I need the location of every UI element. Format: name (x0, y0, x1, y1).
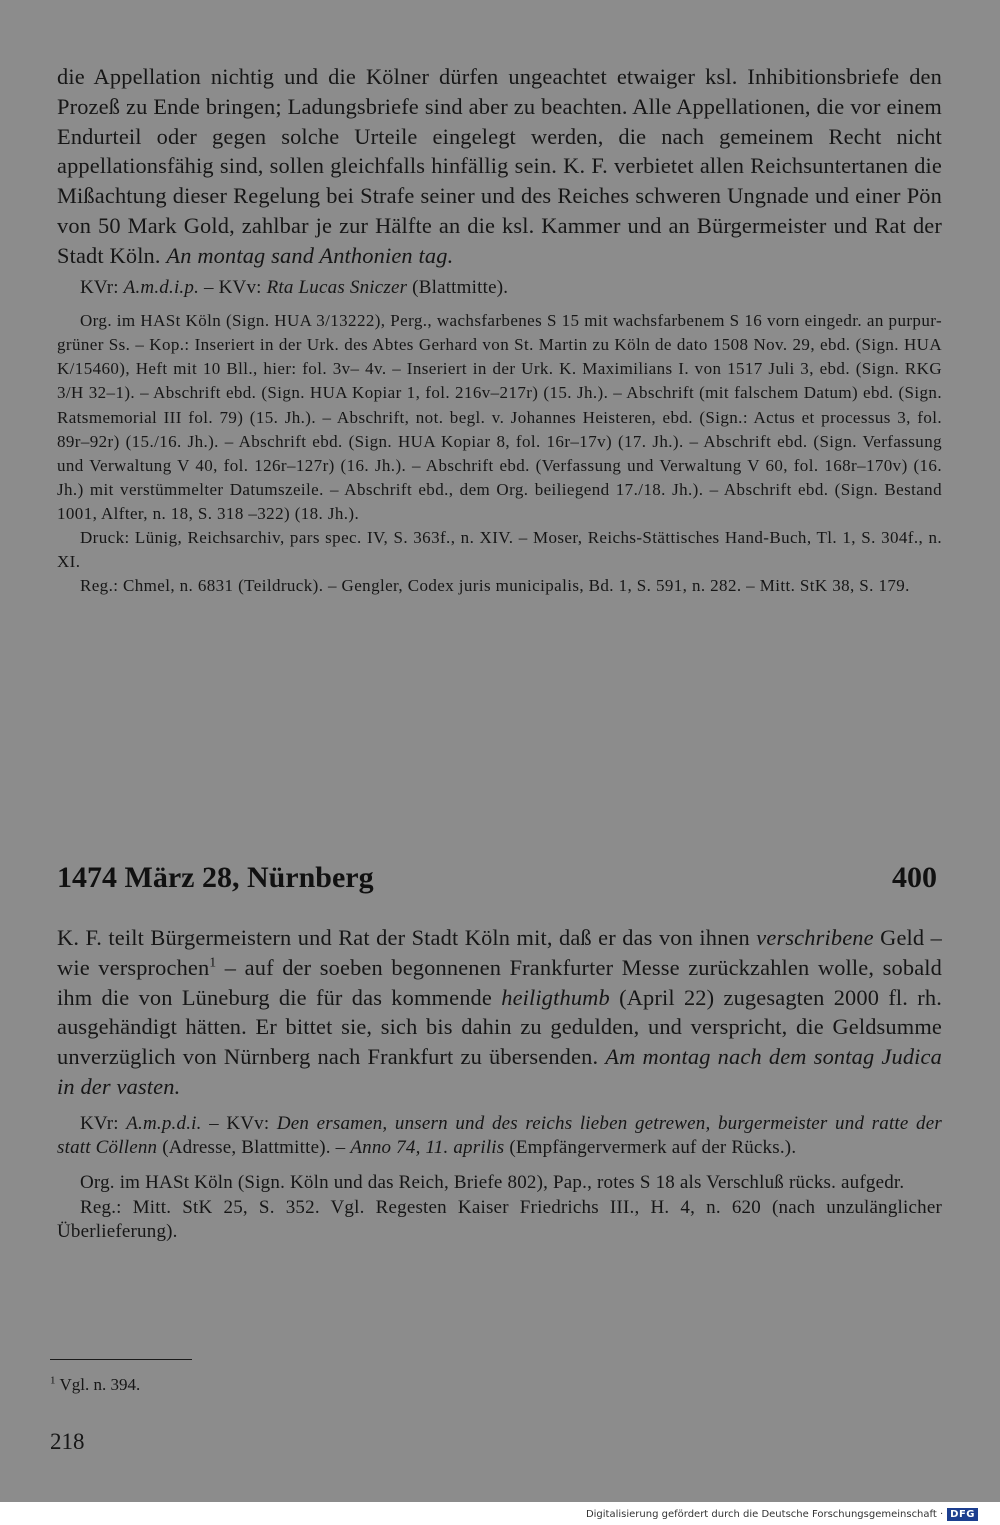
entry-date-place: 1474 März 28, Nürnberg (57, 861, 374, 894)
entry-400 (57, 923, 942, 1245)
footnote (50, 1373, 140, 1397)
entry-number: 400 (892, 861, 937, 894)
previous-entry-date-phrase: An montag sand Anthonien tag. (166, 242, 454, 268)
entry-quote-verschribene: verschribene (756, 925, 874, 950)
entry-text: Geld – wie versprochen (57, 925, 943, 980)
previous-entry-regest-note: Reg.: Chmel, n. 6831 (Teildruck). – Gengler, Codex juris municipalis, Bd. 1, S. 591, n. 282. – Mitt. StK 38, S. 179. (80, 576, 910, 596)
footnote-text: Vgl. n. 394. (55, 1375, 141, 1394)
kvr-value: A.m.d.i.p. (123, 276, 200, 298)
receipt-note-suffix: (Empfängervermerk auf der Rücks.). (504, 1137, 797, 1159)
funding-credit-text: Digitalisierung gefördert durch die Deutsche Forschungsgemeinschaft · (585, 1508, 944, 1520)
funding-credit (586, 1506, 978, 1522)
previous-entry (57, 62, 942, 598)
kvv-value: Rta Lucas Sniczer (266, 276, 408, 298)
kvv-label: – KVv: (199, 276, 267, 298)
entry-regest-note: Reg.: Mitt. StK 25, S. 352. Vgl. Regesten Kaiser Friedrichs III., H. 4, n. 620 (nach unzulänglicher Überlieferung). (57, 1196, 942, 1243)
kvv-note: (Adresse, Blattmitte). – (157, 1137, 351, 1159)
previous-entry-text: die Appellation nichtig und die Kölner dürfen ungeachtet etwaiger ksl. Inhibitionsbriefe den Prozeß zu Ende bringen; Ladungsbriefe sind aber zu beachten. Alle Appellationen, die vor einem Endurteil oder gegen solche Urteile eingelegt werden, die nach gemeinem Recht nicht appellationsfähig sind, sollen gleichfalls hinfällig sein. K. F. verbietet allen Reichsuntertanen die Mißachtung dieser Regelung bei Strafe seiner und des Reiches schweren Ungnade und einer Pön von 50 Mark Gold, zahlbar je zur Hälfte an die ksl. Kammer und an Bürgermeister und Rat der Stadt Köln. (57, 64, 942, 268)
entry-original-note: Org. im HASt Köln (Sign. Köln und das Reich, Briefe 802), Pap., rotes S 18 als Verschluß rücks. aufgedr. (80, 1171, 905, 1193)
kvv-value: Den ersamen, unsern und des reichs lieben getrewen, burgermeister und ratte der statt Cöllenn (57, 1112, 942, 1159)
entry-text: K. F. teilt Bürgermeistern und Rat der Stadt Köln mit, daß er das von ihnen (57, 925, 757, 950)
receipt-note: Anno 74, 11. aprilis (350, 1137, 505, 1159)
previous-entry-druck-note: Druck: Lünig, Reichsarchiv, pars spec. IV, S. 363f., n. XIV. – Moser, Reichs-Stättisches Hand-Buch, Tl. 1, S. 304f., n. XI. (57, 528, 942, 572)
kvr-label: KVr: (80, 1112, 127, 1134)
footnote-separator (50, 1359, 192, 1360)
kvr-label: KVr: (80, 276, 124, 298)
footnote-reference[interactable]: 1 (209, 954, 217, 970)
previous-entry-body (57, 62, 942, 271)
previous-entry-original-note: Org. im HASt Köln (Sign. HUA 3/13222), Perg., wachsfarbenes S 15 mit wachsfarbenem S 16 vorn eingedr. an purpur-grüner Ss. – Kop.: Inseriert in der Urk. des Abtes Gerhard von St. Martin zu Köln de dato 1508 Nov. 29, ebd. (Sign. HUA K/15460), Heft mit 10 Bll., hier: fol. 3v– 4v. – Inseriert in der Urk. K. Maximilians I. von 1517 Juli 3, ebd. (Sign. RKG 3/H 32–1). – Abschrift ebd. (Sign. HUA Kopiar 1, fol. 216v–217r) (15. Jh.). – Abschrift (mit falschem Datum) ebd. (Sign. Ratsmemorial III fol. 79) (15. Jh.). – Abschrift, not. begl. v. Johannes Heisteren, ebd. (Sign.: Actus et processus 3, fol. 89r–92r) (15./16. Jh.). – Abschrift ebd. (Sign. HUA Kopiar 8, fol. 16r–17v) (17. Jh.). – Abschrift ebd. (Sign. Verfassung und Verwaltung V 40, fol. 126r–127r) (16. Jh.). – Abschrift ebd. (Verfassung und Verwaltung V 60, fol. 168r–170v) (16. Jh.) mit verstümmelter Datumszeile. – Abschrift ebd., dem Org. beiliegend 17./18. Jh.). – Abschrift ebd. (Sign. Bestand 1001, Alfter, n. 18, S. 318 –322) (18. Jh.). (57, 311, 942, 523)
entry-body (57, 923, 942, 1102)
dfg-logo: DFG (947, 1508, 978, 1521)
entry-text: (April 22) zugesagten 2000 fl. rh. ausgehändigt hätten. Er bittet sie, sich bis dahin zu gedulden, und verspricht, die Geldsumme unverzüglich von Nürnberg nach Frankfurt zu übersenden. (57, 984, 942, 1070)
entry-date-phrase: Am montag nach dem sontag Judica in der vasten. (57, 1044, 942, 1099)
entry-kv-line (57, 1112, 942, 1161)
footnote-mark: 1 (50, 1374, 56, 1387)
kvr-value: A.m.p.d.i. (126, 1112, 202, 1134)
page-number: 218 (50, 1429, 85, 1454)
previous-entry-kv-line (57, 276, 942, 301)
entry-quote-heiligthumb: heiligthumb (501, 984, 610, 1010)
kvv-note: (Blattmitte). (407, 276, 509, 298)
entry-heading (57, 858, 937, 898)
entry-text: – auf der soeben begonnenen Frankfurter Messe zurückzahlen wolle, sobald ihm die von Lüneburg die für das kommende (57, 954, 942, 1010)
kvv-label: – KVv: (201, 1112, 277, 1134)
